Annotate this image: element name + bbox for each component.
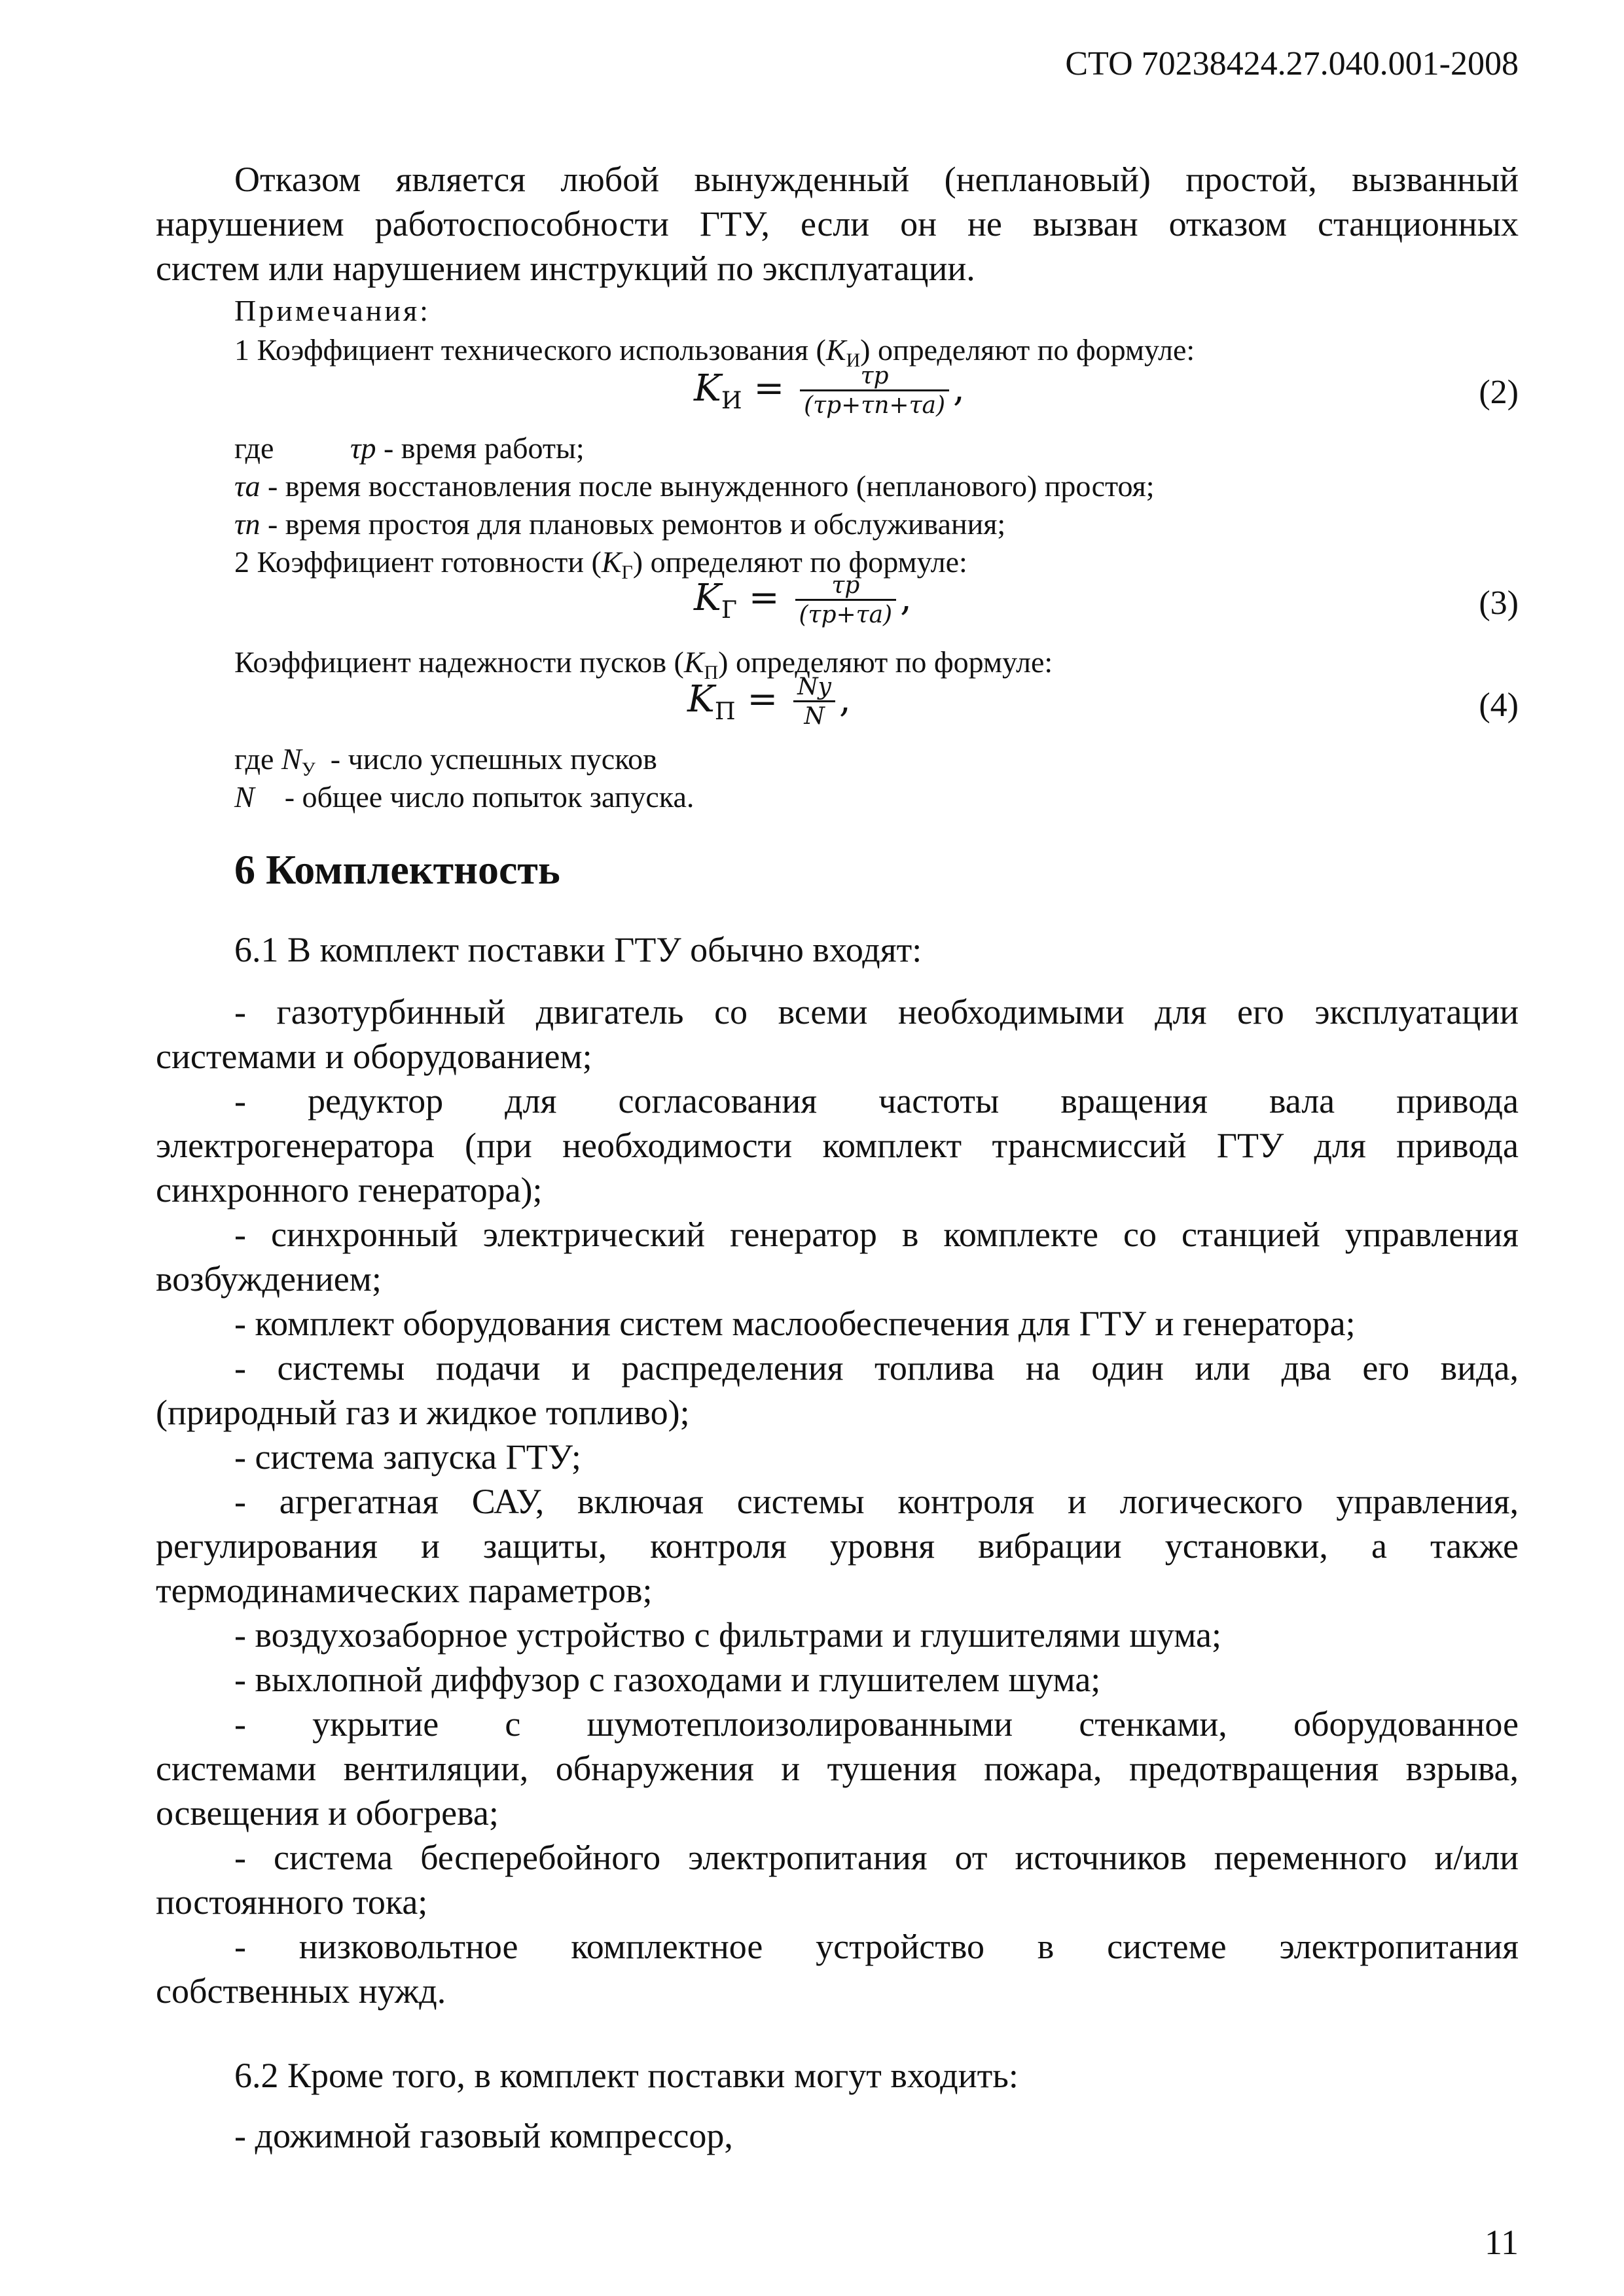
formula-3-comma: , bbox=[900, 577, 912, 619]
list-item: - воздухозаборное устройство с фильтрами и глушителями шума; bbox=[234, 1615, 1221, 1655]
list-item: - агрегатная САУ, включая системы контроля и логического управления, регулирования и защиты, контроля уровня вибрации установки, а также термодинамических параметров; bbox=[156, 1482, 1519, 1610]
equation-number-4: (4) bbox=[1479, 687, 1519, 724]
section-6-heading: 6 Комплектность bbox=[234, 846, 560, 893]
ny-desc: - число успешных пусков bbox=[330, 742, 657, 776]
formula-4 bbox=[687, 674, 851, 730]
formula-4-numerator: Ny bbox=[797, 673, 831, 700]
formula-4-denominator: N bbox=[793, 700, 835, 730]
list-item: - синхронный электрический генератор в комплекте со станцией управления возбуждением; bbox=[156, 1215, 1519, 1299]
where-n bbox=[234, 778, 694, 817]
formula-2-lhs-sub: И bbox=[721, 386, 742, 415]
note-1-symbol: K bbox=[825, 333, 846, 367]
document-code-header: СТО 70238424.27.040.001-2008 bbox=[1065, 45, 1519, 82]
list-item: - газотурбинный двигатель со всеми необходимыми для его эксплуатации системами и оборудованием; bbox=[156, 992, 1519, 1076]
intro-line-2: нарушением работоспособности ГТУ, если он не вызван отказом станционных bbox=[156, 204, 1519, 243]
formula-3-lhs-sub: Г bbox=[721, 596, 737, 624]
tau-n-symbol: τn bbox=[234, 507, 261, 541]
notes-title: Примечания: bbox=[234, 294, 431, 327]
intro-paragraph bbox=[156, 157, 1519, 291]
formula-2-denominator: (τp+τn+τa) bbox=[800, 389, 949, 419]
list-item: - выхлопной диффузор с газоходами и глушителем шума; bbox=[234, 1660, 1101, 1699]
delivery-items-list bbox=[156, 990, 1519, 2013]
tau-p-symbol: τp bbox=[350, 431, 376, 465]
formula-3-lhs: K bbox=[694, 577, 721, 619]
note-3-tail: ) определяют по формуле: bbox=[718, 645, 1053, 679]
list-item: - система бесперебойного электропитания от источников переменного и/или постоянного тока; bbox=[156, 1838, 1519, 1922]
equation-number-3: (3) bbox=[1479, 584, 1519, 622]
where-label-2: где bbox=[234, 742, 274, 776]
intro-line-3: систем или нарушением инструкций по эксплуатации. bbox=[156, 249, 975, 288]
note-1-text: 1 Коэффициент технического использования ( bbox=[234, 333, 826, 367]
ny-symbol: N bbox=[281, 742, 302, 776]
note-3-symbol: K bbox=[683, 645, 704, 679]
note-1-symbol-sub: И bbox=[846, 350, 861, 372]
formula-2-equals: = bbox=[753, 367, 785, 410]
list-item: - низковольтное комплектное устройство в системе электропитания собственных нужд. bbox=[156, 1927, 1519, 2011]
note-1-tail: ) определяют по формуле: bbox=[860, 333, 1195, 367]
note-2-tail: ) определяют по формуле: bbox=[632, 545, 967, 579]
list-item: - комплект оборудования систем маслообеспечения для ГТУ и генератора; bbox=[234, 1304, 1356, 1343]
clause-6-1: 6.1 В комплект поставки ГТУ обычно входят: bbox=[234, 930, 922, 969]
note-3-symbol-sub: П bbox=[704, 662, 719, 684]
formula-2-lhs: K bbox=[694, 367, 721, 410]
formula-2-numerator: τp bbox=[860, 363, 889, 389]
list-item: - системы подачи и распределения топлива на один или два его вида, (природный газ и жидкое топливо); bbox=[156, 1348, 1519, 1432]
list-item: - укрытие с шумотеплоизолированными стенками, оборудованное системами вентиляции, обнаружения и тушения пожара, предотвращения взрыва, освещения и обогрева; bbox=[156, 1704, 1519, 1833]
equation-number-2: (2) bbox=[1479, 374, 1519, 411]
formula-4-fraction bbox=[793, 674, 835, 730]
formula-3-fraction bbox=[795, 573, 897, 628]
where-label-1: где bbox=[234, 431, 274, 465]
list-item: - система запуска ГТУ; bbox=[234, 1437, 581, 1477]
note-2-symbol: K bbox=[601, 545, 622, 579]
formula-4-comma: , bbox=[839, 678, 851, 721]
page-number: 11 bbox=[1485, 2223, 1519, 2262]
n-symbol: N bbox=[234, 780, 255, 814]
formula-3-denominator: (τp+τa) bbox=[795, 599, 897, 628]
n-desc: - общее число попыток запуска. bbox=[284, 780, 695, 814]
formula-4-lhs-sub: П bbox=[714, 697, 736, 726]
clause-6-2-item-1: - дожимной газовый компрессор, bbox=[234, 2116, 733, 2155]
tau-n-desc: - время простоя для плановых ремонтов и обслуживания; bbox=[267, 507, 1006, 541]
formula-4-equals: = bbox=[747, 678, 778, 721]
formula-2-comma: , bbox=[953, 367, 965, 410]
note-3-text: Коэффициент надежности пусков ( bbox=[234, 645, 684, 679]
where-tau-n bbox=[234, 505, 1005, 544]
ny-symbol-sub: У bbox=[301, 759, 316, 781]
where-tau-p bbox=[350, 429, 585, 468]
note-2-text: 2 Коэффициент готовности ( bbox=[234, 545, 602, 579]
formula-4-lhs: K bbox=[687, 678, 715, 721]
formula-3-equals: = bbox=[748, 577, 780, 619]
formula-3-numerator: τp bbox=[831, 572, 860, 599]
tau-p-desc: - время работы; bbox=[383, 431, 585, 465]
formula-3 bbox=[694, 573, 912, 628]
intro-line-1: Отказом является любой вынужденный (неплановый) простой, вызванный bbox=[234, 160, 1519, 199]
note-3 bbox=[234, 643, 1053, 692]
formula-2 bbox=[694, 363, 965, 419]
where-tau-a bbox=[234, 467, 1155, 506]
tau-a-desc: - время восстановления после вынужденного (непланового) простоя; bbox=[267, 469, 1155, 503]
list-item: - редуктор для согласования частоты вращения вала привода электрогенератора (при необходимости комплект трансмиссий ГТУ для привода синхронного генератора); bbox=[156, 1081, 1519, 1210]
clause-6-2: 6.2 Кроме того, в комплект поставки могут входить: bbox=[234, 2056, 1019, 2095]
note-2-symbol-sub: Г bbox=[621, 562, 633, 584]
formula-2-fraction bbox=[800, 363, 949, 419]
tau-a-symbol: τa bbox=[234, 469, 261, 503]
